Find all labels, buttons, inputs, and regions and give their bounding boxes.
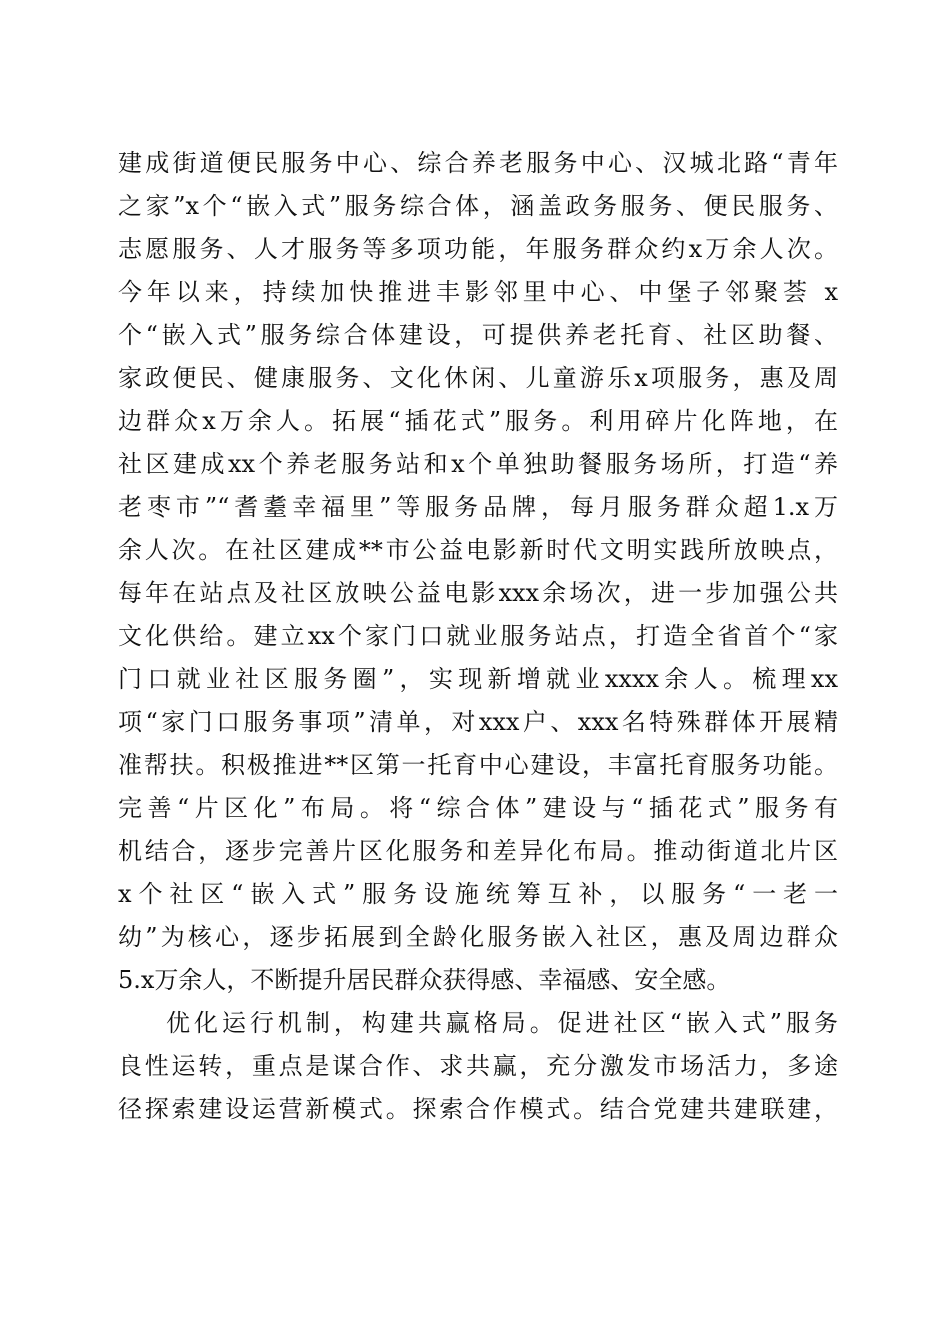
paragraph-1-line-1: 建成街道便民服务中心、综合养老服务中心、汉城北路“青年	[118, 149, 838, 177]
paragraph-1-line-14: 项“家门口服务事项”清单，对xxx户、xxx名特殊群体开展精	[118, 708, 838, 736]
paragraph-1-line-7: 边群众x万余人。拓展“插花式”服务。利用碎片化阵地，在	[118, 407, 838, 435]
paragraph-1-line-8: 社区建成xx个养老服务站和x个单独助餐服务场所，打造“养	[118, 450, 838, 478]
paragraph-1-line-20: 5.x万余人，不断提升居民群众获得感、幸福感、安全感。	[118, 966, 731, 994]
paragraph-1-line-19: 幼”为核心，逐步拓展到全龄化服务嵌入社区，惠及周边群众	[118, 923, 838, 951]
paragraph-2-line-2: 良性运转，重点是谋合作、求共赢，充分激发市场活力，多途	[118, 1052, 838, 1080]
paragraph-1-line-9: 老枣市”“耆耋幸福里”等服务品牌，每月服务群众超1.x万	[118, 493, 838, 521]
paragraph-1-line-11: 每年在站点及社区放映公益电影xxx余场次，进一步加强公共	[118, 579, 838, 607]
paragraph-1-line-5: 个“嵌入式”服务综合体建设，可提供养老托育、社区助餐、	[118, 321, 838, 349]
document-body	[118, 142, 838, 1131]
paragraph-1-line-6: 家政便民、健康服务、文化休闲、儿童游乐x项服务，惠及周	[118, 364, 838, 392]
paragraph-1-line-12: 文化供给。建立xx个家门口就业服务站点，打造全省首个“家	[118, 622, 838, 650]
paragraph-1-line-4: 今年以来，持续加快推进丰影邻里中心、中堡子邻聚荟 x	[118, 278, 838, 306]
paragraph-1-line-18: x个社区“嵌入式”服务设施统筹互补，以服务“一老一	[118, 880, 838, 908]
paragraph-1-line-13: 门口就业社区服务圈”，实现新增就业xxxx余人。梳理xx	[118, 665, 838, 693]
paragraph-1-line-3: 志愿服务、人才服务等多项功能，年服务群众约x万余人次。	[118, 235, 838, 263]
paragraph-1-line-2: 之家”x个“嵌入式”服务综合体，涵盖政务服务、便民服务、	[118, 192, 838, 220]
paragraph-1-line-16: 完善“片区化”布局。将“综合体”建设与“插花式”服务有	[118, 794, 838, 822]
paragraph-1-line-17: 机结合，逐步完善片区化服务和差异化布局。推动街道北片区	[118, 837, 838, 865]
paragraph-2-line-3: 径探索建设运营新模式。探索合作模式。结合党建共建联建，	[118, 1095, 838, 1123]
paragraph-2-line-1: 优化运行机制，构建共赢格局。促进社区“嵌入式”服务	[166, 1009, 838, 1037]
paragraph-1-line-10: 余人次。在社区建成**市公益电影新时代文明实践所放映点，	[118, 536, 838, 564]
paragraph-1-line-15: 准帮扶。积极推进**区第一托育中心建设，丰富托育服务功能。	[118, 751, 838, 779]
